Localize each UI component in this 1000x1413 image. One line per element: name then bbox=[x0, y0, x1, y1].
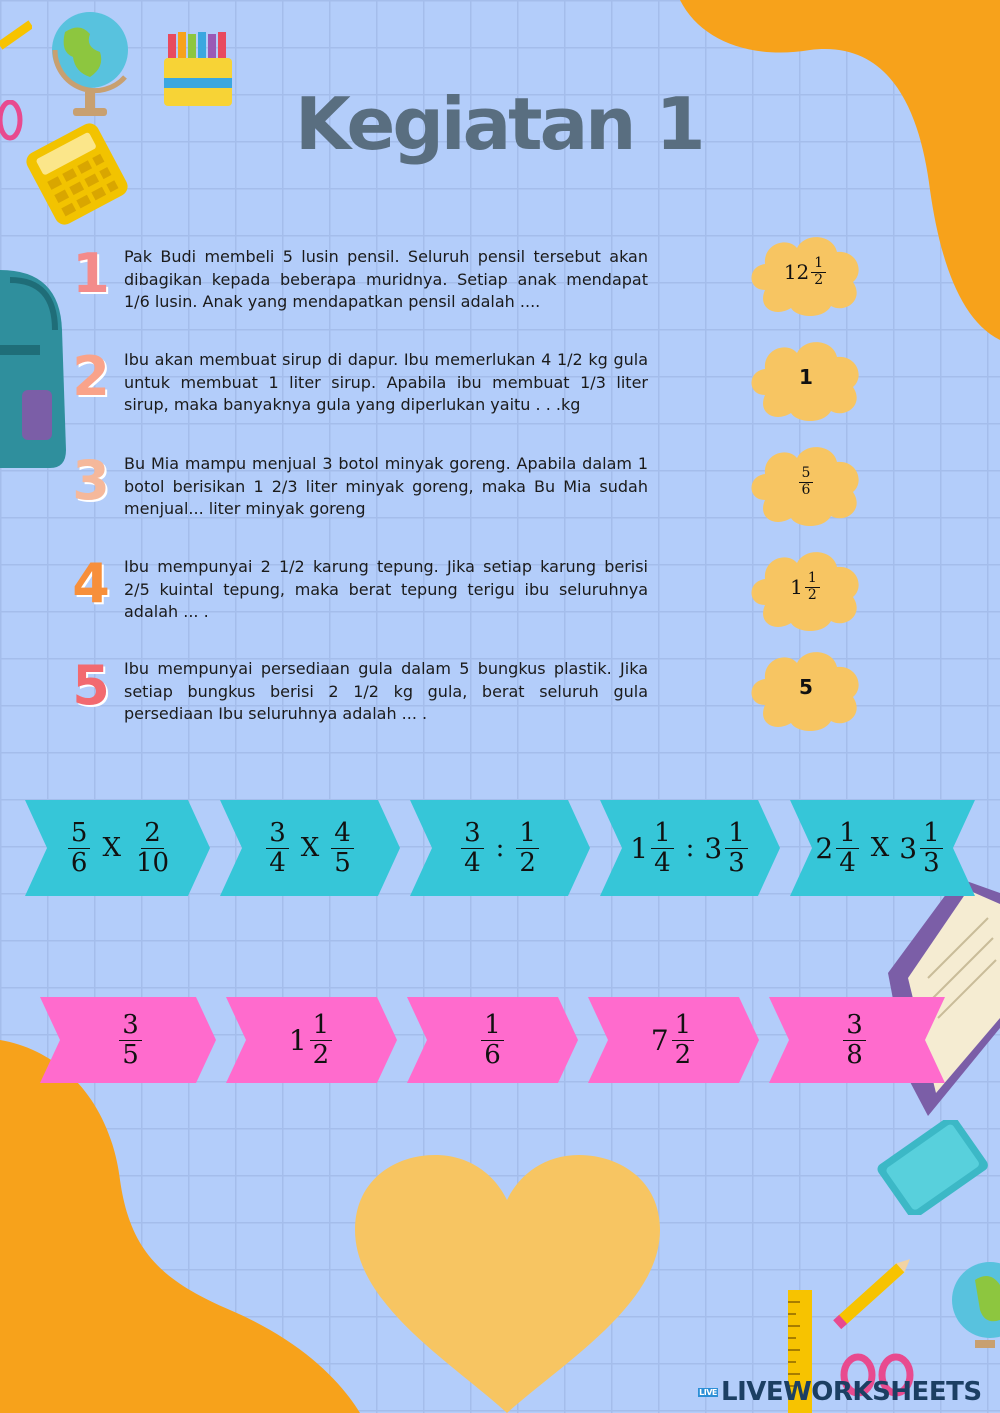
answer-whole: 12 bbox=[783, 260, 810, 284]
answer-value-4 bbox=[745, 543, 867, 631]
result-value bbox=[841, 1011, 868, 1069]
operand-a bbox=[264, 819, 291, 877]
operation-5[interactable] bbox=[805, 800, 955, 896]
answer-cloud-4[interactable] bbox=[745, 543, 867, 631]
question-number-4: 4 bbox=[72, 552, 110, 615]
result-value-fraction bbox=[843, 1011, 866, 1069]
question-text-2: Ibu akan membuat sirup di dapur. Ibu memerlukan 4 1/2 kg gula untuk membuat 1 liter sirup. Apabila ibu membuat 1/3 liter sirup, maka banyaknya gula yang diperlukan yaitu . . .kg bbox=[124, 350, 648, 414]
answer-numerator: 1 bbox=[805, 571, 820, 587]
operator: : bbox=[495, 833, 505, 863]
operand-b-fraction bbox=[516, 819, 539, 877]
liveworksheets-logo bbox=[698, 1377, 982, 1407]
operand-a-fraction bbox=[68, 819, 91, 877]
operand-b-whole: 3 bbox=[899, 831, 918, 865]
result-value-numerator: 1 bbox=[481, 1011, 504, 1041]
operand-b-numerator: 2 bbox=[141, 819, 164, 849]
result-5[interactable] bbox=[784, 997, 925, 1083]
backpack-icon bbox=[0, 250, 72, 475]
operand-a-fraction bbox=[651, 819, 674, 877]
operand-a-denominator: 4 bbox=[464, 847, 481, 878]
operand-a-whole: 2 bbox=[815, 831, 834, 865]
question-number-1: 1 bbox=[72, 242, 110, 305]
operand-a-fraction bbox=[836, 819, 859, 877]
operand-a bbox=[459, 819, 486, 877]
question-text-3: Bu Mia mampu menjual 3 botol minyak goreng. Apabila dalam 1 botol berisikan 1 2/3 liter minyak goreng, maka Bu Mia sudah menjual... liter minyak goreng bbox=[124, 454, 648, 518]
answer-cloud-5[interactable] bbox=[745, 643, 867, 731]
operand-b bbox=[329, 819, 356, 877]
answer-fraction bbox=[799, 466, 814, 498]
operand-b-whole: 3 bbox=[704, 831, 723, 865]
operand-b-denominator: 3 bbox=[728, 847, 745, 878]
question-number-5: 5 bbox=[72, 654, 110, 717]
globe-icon-bottom bbox=[945, 1240, 1000, 1375]
operand-b-fraction bbox=[133, 819, 172, 877]
heart-shape bbox=[355, 1155, 660, 1413]
answer-numerator: 1 bbox=[811, 256, 826, 272]
operand-b-fraction bbox=[920, 819, 943, 877]
operand-b-denominator: 3 bbox=[923, 847, 940, 878]
operation-3[interactable] bbox=[425, 800, 575, 896]
result-value-numerator: 3 bbox=[843, 1011, 866, 1041]
question-text-1: Pak Budi membeli 5 lusin pensil. Seluruh pensil tersebut akan dibagikan kepada beberapa muridnya. Setiap anak mendapat 1/6 lusin. Anak yang mendapatkan pensil adalah .... bbox=[124, 247, 648, 311]
operator: X bbox=[102, 833, 121, 863]
result-value-numerator: 3 bbox=[119, 1011, 142, 1041]
operation-4[interactable] bbox=[615, 800, 765, 896]
answer-cloud-1[interactable] bbox=[745, 228, 867, 316]
result-value-denominator: 2 bbox=[674, 1039, 692, 1070]
answer-denominator: 2 bbox=[814, 271, 824, 288]
operand-b-numerator: 1 bbox=[725, 819, 748, 849]
operand-b-numerator: 1 bbox=[516, 819, 539, 849]
result-value bbox=[479, 1011, 506, 1069]
operator: : bbox=[685, 833, 695, 863]
page-title: Kegiatan 1 bbox=[295, 82, 703, 166]
result-value-whole: 1 bbox=[288, 1023, 307, 1057]
operand-b-fraction bbox=[725, 819, 748, 877]
answer-denominator: 2 bbox=[807, 586, 817, 603]
operand-a-denominator: 4 bbox=[839, 847, 856, 878]
pencil-icon bbox=[0, 12, 32, 52]
operand-a-numerator: 5 bbox=[68, 819, 91, 849]
calculator-icon bbox=[22, 122, 132, 227]
pencil-icon-bottom bbox=[825, 1245, 925, 1340]
operand-b bbox=[899, 819, 944, 877]
operator: X bbox=[870, 833, 890, 863]
answer-denominator: 6 bbox=[801, 481, 811, 498]
answer-value-5 bbox=[745, 643, 867, 731]
result-value-denominator: 6 bbox=[484, 1039, 501, 1070]
operand-a-whole: 1 bbox=[630, 831, 649, 865]
scissors-icon bbox=[0, 100, 30, 160]
logo-text: LIVEWORKSHEETS bbox=[721, 1377, 982, 1407]
notebook-icon bbox=[870, 1120, 995, 1215]
operand-a-fraction bbox=[461, 819, 484, 877]
operand-a bbox=[815, 819, 860, 877]
result-value bbox=[117, 1011, 144, 1069]
results-banner bbox=[40, 997, 945, 1083]
answer-numerator: 5 bbox=[799, 466, 814, 482]
operand-a bbox=[630, 819, 675, 877]
operation-1[interactable] bbox=[45, 800, 195, 896]
operand-a-denominator: 6 bbox=[70, 847, 88, 878]
operand-b-denominator: 10 bbox=[135, 847, 170, 878]
operand-a-denominator: 4 bbox=[654, 847, 671, 878]
result-value-denominator: 8 bbox=[846, 1039, 863, 1070]
operand-a-denominator: 4 bbox=[269, 847, 286, 878]
question-number-3: 3 bbox=[72, 449, 110, 512]
logo-badge: LIVE bbox=[699, 1388, 717, 1397]
answer-fraction bbox=[805, 571, 820, 603]
answer-whole: 1 bbox=[799, 365, 813, 389]
operand-b-fraction bbox=[331, 819, 354, 877]
answer-whole: 5 bbox=[799, 675, 813, 699]
operations-banner bbox=[25, 800, 975, 896]
operand-b-denominator: 5 bbox=[334, 847, 351, 878]
answer-cloud-2[interactable] bbox=[745, 333, 867, 421]
operand-b bbox=[514, 819, 541, 877]
result-value-numerator: 1 bbox=[672, 1011, 695, 1041]
question-text-5: Ibu mempunyai persediaan gula dalam 5 bungkus plastik. Jika setiap bungkus berisi 2 1/2 kg gula, berat seluruh gula persediaan Ibu seluruhnya adalah ... . bbox=[124, 659, 648, 723]
operand-b bbox=[704, 819, 749, 877]
answer-fraction bbox=[811, 256, 826, 288]
result-value-whole: 7 bbox=[650, 1023, 669, 1057]
operand-a-fraction bbox=[266, 819, 289, 877]
question-text-4: Ibu mempunyai 2 1/2 karung tepung. Jika setiap karung berisi 2/5 kuintal tepung, maka berat tepung terigu ibu seluruhnya adalah ... . bbox=[124, 557, 648, 621]
operator: X bbox=[300, 833, 320, 863]
crayon-box-icon bbox=[162, 28, 234, 108]
operand-a-numerator: 1 bbox=[651, 819, 674, 849]
answer-whole: 1 bbox=[790, 575, 803, 599]
result-value bbox=[289, 1011, 334, 1069]
question-number-2: 2 bbox=[72, 345, 110, 408]
operand-a-numerator: 3 bbox=[266, 819, 289, 849]
answer-cloud-3[interactable] bbox=[745, 438, 867, 526]
operand-b-numerator: 1 bbox=[920, 819, 943, 849]
operand-a bbox=[66, 819, 93, 877]
result-value-denominator: 2 bbox=[312, 1039, 330, 1070]
result-4[interactable] bbox=[603, 997, 744, 1083]
result-value-fraction bbox=[119, 1011, 142, 1069]
operation-2[interactable] bbox=[235, 800, 385, 896]
result-value-numerator: 1 bbox=[310, 1011, 333, 1041]
result-value-denominator: 5 bbox=[122, 1039, 139, 1070]
result-2[interactable] bbox=[241, 997, 382, 1083]
result-1[interactable] bbox=[60, 997, 201, 1083]
globe-icon bbox=[45, 2, 135, 122]
operand-b bbox=[131, 819, 174, 877]
answer-value-3 bbox=[745, 438, 867, 526]
result-value-fraction bbox=[672, 1011, 695, 1069]
result-value-fraction bbox=[481, 1011, 504, 1069]
answer-value-1 bbox=[745, 228, 867, 316]
operand-b-numerator: 4 bbox=[331, 819, 354, 849]
operand-a-numerator: 1 bbox=[836, 819, 859, 849]
operand-b-denominator: 2 bbox=[519, 847, 536, 878]
answer-value-2 bbox=[745, 333, 867, 421]
operand-a-numerator: 3 bbox=[461, 819, 484, 849]
result-value-fraction bbox=[310, 1011, 333, 1069]
result-value bbox=[651, 1011, 696, 1069]
result-3[interactable] bbox=[422, 997, 563, 1083]
